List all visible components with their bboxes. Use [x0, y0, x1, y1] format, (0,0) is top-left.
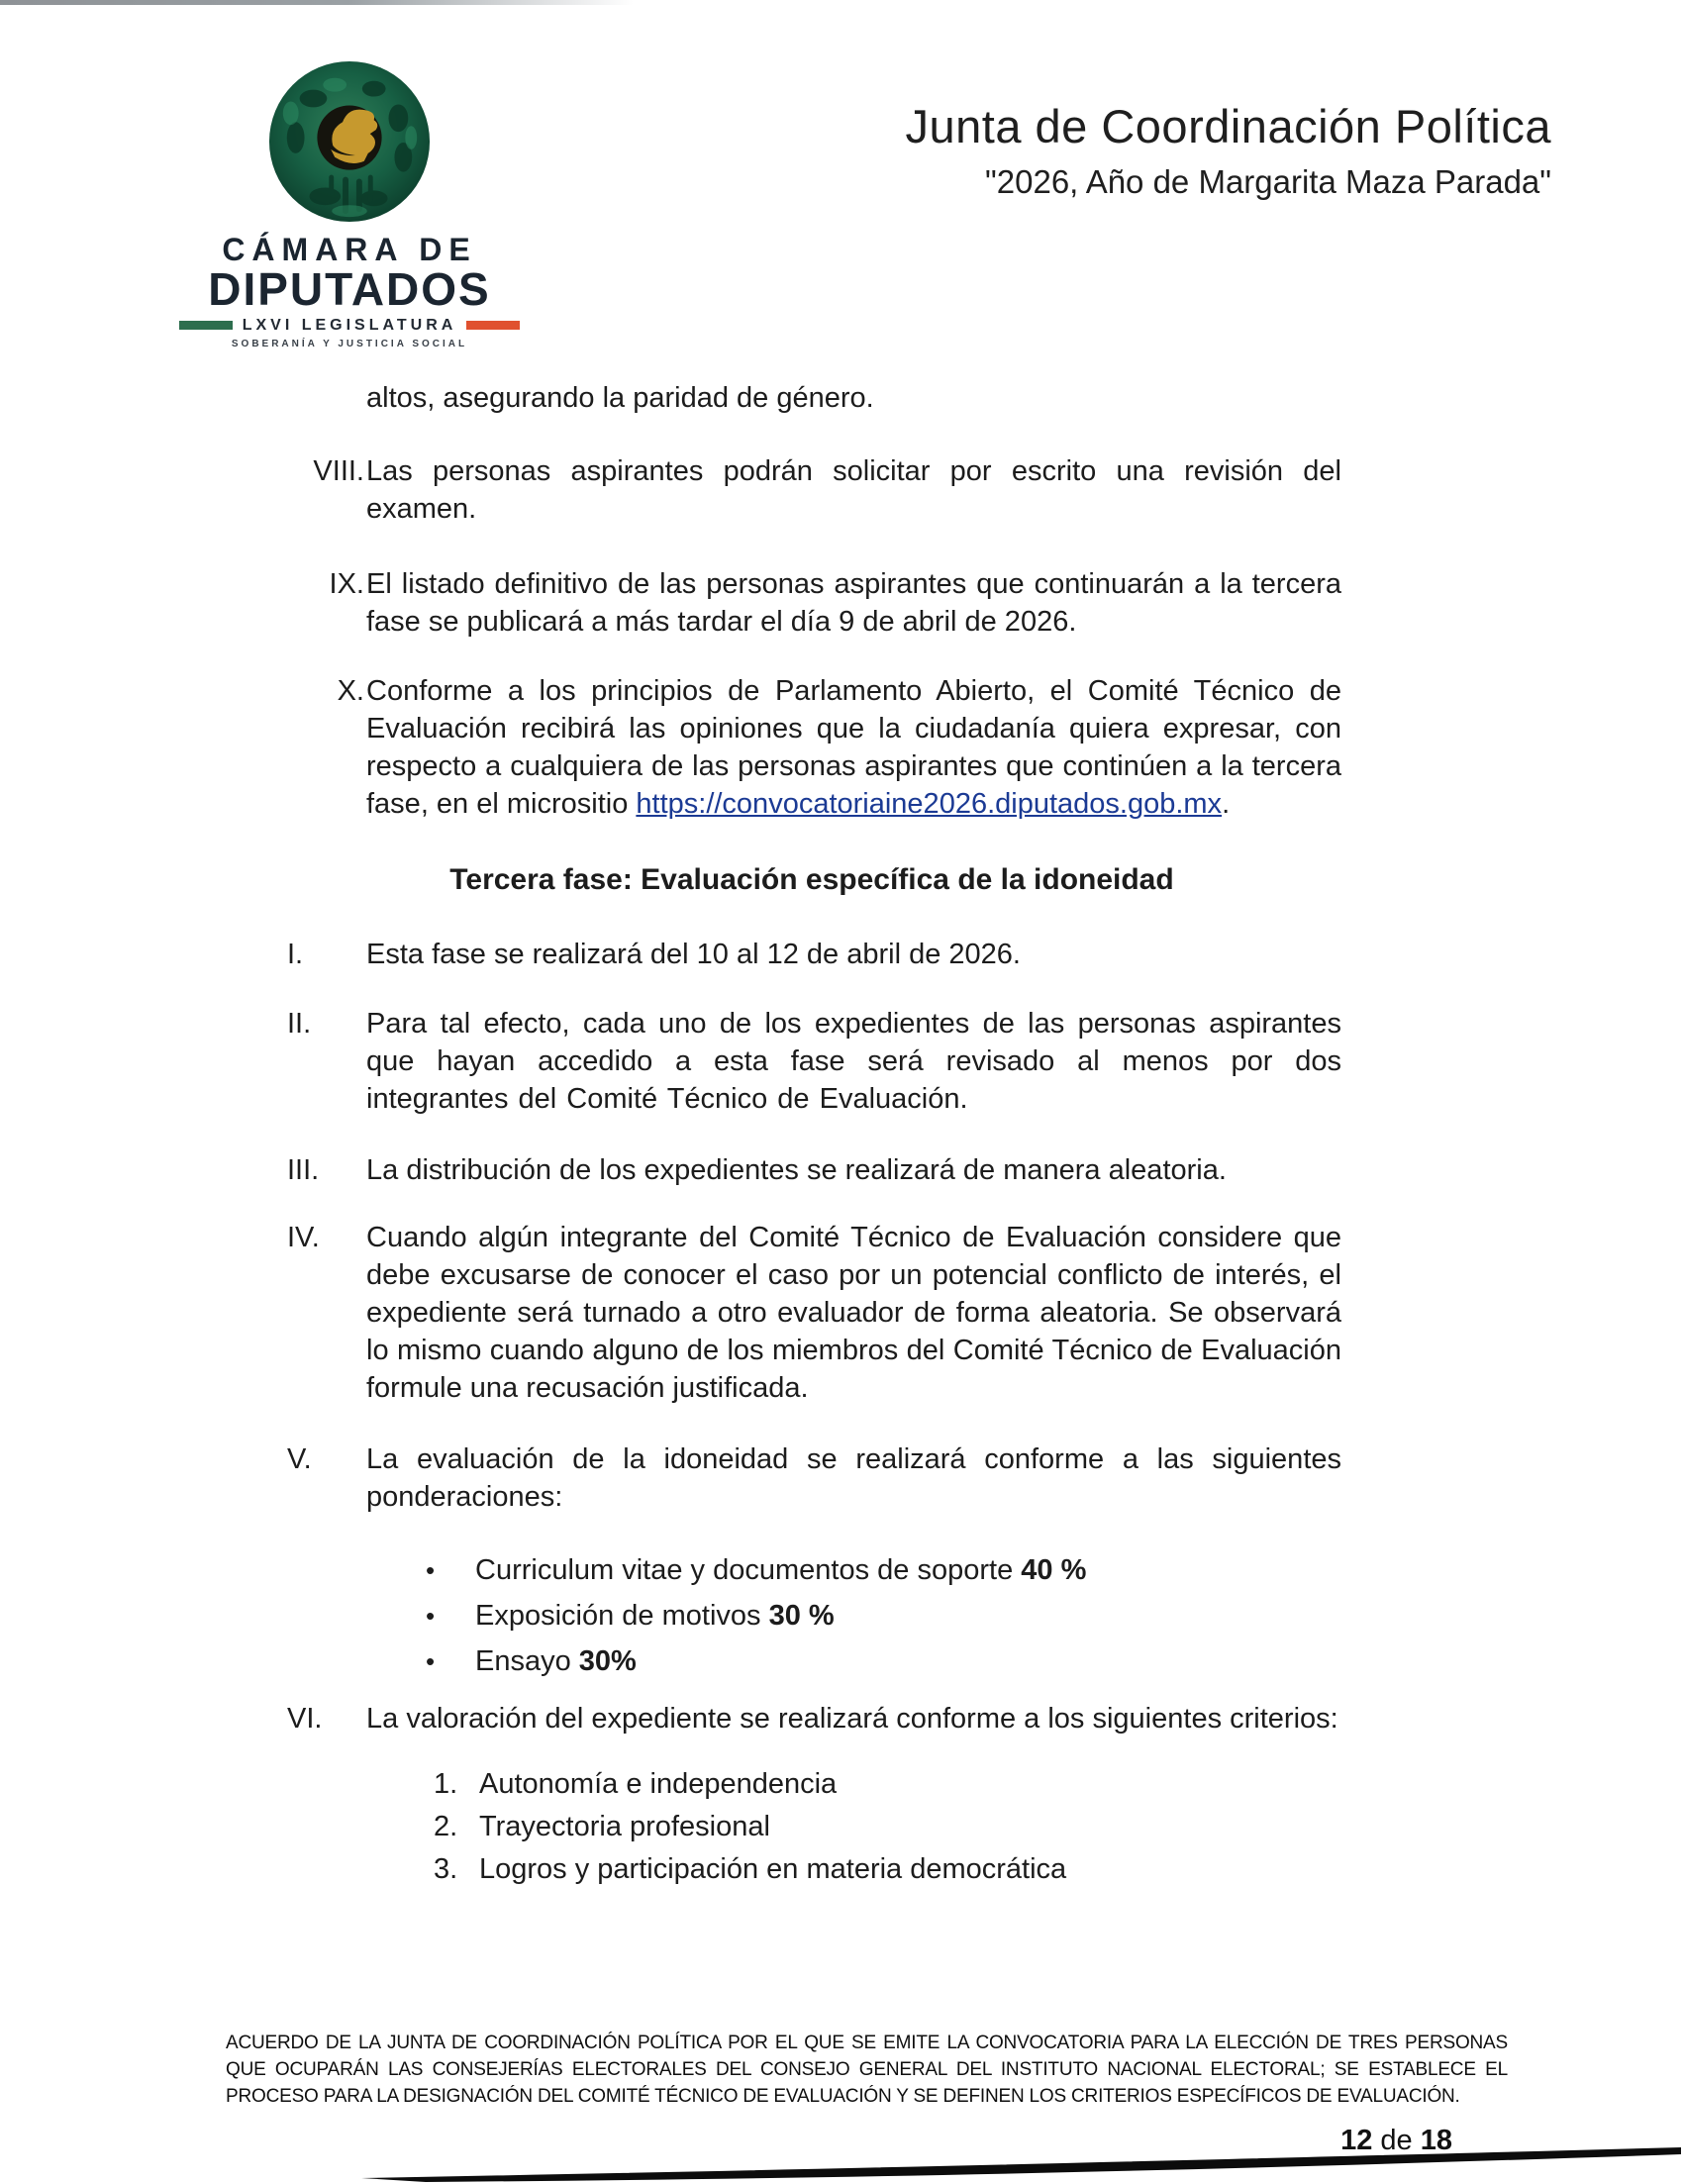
item-numeral: X. — [337, 675, 364, 707]
header-subtitle: "2026, Año de Margarita Maza Parada" — [985, 163, 1551, 200]
item-x — [282, 672, 1341, 823]
header-title: Junta de Coordinación Política — [905, 100, 1551, 152]
ponderacion-value: 40 % — [1021, 1554, 1087, 1586]
item-text: La evaluación de la idoneidad se realizará conforme a las siguientes ponderaciones: — [366, 1443, 1341, 1513]
item-text-after-link: . — [1222, 788, 1231, 820]
ponderacion-value: 30% — [578, 1645, 637, 1677]
ponderacion-item — [426, 1638, 1341, 1684]
item-numeral: IX. — [329, 568, 364, 600]
bullet-icon: • — [426, 1555, 436, 1585]
ponderacion-value: 30 % — [768, 1600, 835, 1632]
criterio-item — [434, 1848, 1341, 1891]
criterios-list — [434, 1763, 1341, 1891]
ponderacion-item — [426, 1593, 1341, 1638]
ponderacion-text: Exposición de motivos 30 % — [475, 1600, 835, 1632]
logo-text-soberania: SOBERANÍA Y JUSTICIA SOCIAL — [231, 338, 468, 349]
item-numeral: VIII. — [313, 455, 364, 487]
logo-text-diputados: DIPUTADOS — [208, 263, 491, 315]
criterio-number: 1. — [434, 1768, 458, 1800]
criterio-item — [434, 1763, 1341, 1806]
green-dash — [179, 321, 233, 330]
camara-diputados-logo — [161, 38, 538, 349]
page-separator: de — [1380, 2125, 1413, 2156]
item-numeral: VI. — [287, 1703, 323, 1735]
logo-text-legislatura: LXVI LEGISLATURA — [242, 316, 457, 334]
page-total: 18 — [1420, 2125, 1452, 2156]
criterio-text: Logros y participación en materia democrática — [479, 1853, 1067, 1885]
document-body — [282, 379, 1341, 1891]
item-text: Esta fase se realizará del 10 al 12 de abril de 2026. — [366, 939, 1021, 970]
criterio-item — [434, 1806, 1341, 1848]
scan-artifact-bottom — [0, 2142, 1683, 2184]
item-text-before-link: Conforme a los principios de Parlamento Abierto, el Comité Técnico de Evaluación recibirá las opiniones que la ciudadanía quiera expresar, con respecto a cualquiera de las personas aspirantes que continúen a la tercera fase, en el micrositio — [366, 675, 1341, 820]
document-header — [905, 99, 1551, 201]
coat-of-arms-icon — [266, 59, 433, 224]
item-text: La distribución de los expedientes se realizará de manera aleatoria. — [366, 1154, 1227, 1186]
ponderacion-item — [426, 1547, 1341, 1593]
criterio-number: 3. — [434, 1853, 458, 1885]
item-iii — [282, 1151, 1341, 1189]
criterio-number: 2. — [434, 1811, 458, 1842]
item-vi — [282, 1700, 1341, 1737]
bullet-icon: • — [426, 1646, 436, 1676]
logo-text-camara-de: CÁMARA DE — [222, 232, 477, 267]
item-numeral: IV. — [287, 1222, 320, 1253]
item-numeral: III. — [287, 1154, 320, 1186]
ponderaciones-list — [426, 1547, 1341, 1684]
criterio-text: Trayectoria profesional — [479, 1811, 770, 1842]
item-numeral: II. — [287, 1008, 312, 1040]
section-heading: Tercera fase: Evaluación específica de la idoneidad — [449, 863, 1174, 896]
item-text: El listado definitivo de las personas aspirantes que continuarán a la tercera fase se publicará a más tardar el día 9 de abril de 2026. — [366, 568, 1341, 638]
item-text: Las personas aspirantes podrán solicitar por escrito una revisión del examen. — [366, 455, 1341, 525]
item-text — [366, 672, 1341, 823]
ponderacion-text: Ensayo 30% — [475, 1645, 637, 1677]
red-dash — [466, 321, 520, 330]
paragraph-continuation: altos, asegurando la paridad de género. — [366, 382, 874, 414]
item-viii — [282, 452, 1341, 528]
item-iv — [282, 1219, 1341, 1407]
page-current: 12 — [1340, 2125, 1373, 2156]
bullet-icon: • — [426, 1601, 436, 1631]
item-v — [282, 1440, 1341, 1516]
item-text: Cuando algún integrante del Comité Técnico de Evaluación considere que debe excusarse de conocer el caso por un potencial conflicto de interés, el expediente será turnado a otro evaluador de forma aleatoria. Se observará lo mismo cuando alguno de los miembros del Comité Técnico de Evaluación formule una recusación justificada. — [366, 1222, 1341, 1404]
item-text: La valoración del expediente se realizará conforme a los siguientes criterios: — [366, 1703, 1338, 1735]
item-text: Para tal efecto, cada uno de los expedientes de las personas aspirantes que hayan accedido a esta fase será revisado al menos por dos integrantes del Comité Técnico de Evaluación. — [366, 1008, 1341, 1115]
item-numeral: V. — [287, 1443, 312, 1475]
footer-text: ACUERDO DE LA JUNTA DE COORDINACIÓN POLÍTICA POR EL QUE SE EMITE LA CONVOCATORIA PARA LA ELECCIÓN DE TRES PERSONAS QUE OCUPARÁN LAS CONSEJERÍAS ELECTORALES DEL CONSEJO GENERAL DEL INSTITUTO NACIONAL ELECTORAL; SE ESTABLECE EL PROCESO PARA LA DESIGNACIÓN DEL COMITÉ TÉCNICO DE EVALUACIÓN Y SE DEFINEN LOS CRITERIOS ESPECÍFICOS DE EVALUACIÓN. — [226, 2033, 1508, 2107]
scan-artifact-top — [0, 0, 634, 5]
criterio-text: Autonomía e independencia — [479, 1768, 838, 1800]
item-i — [282, 936, 1341, 973]
ponderacion-text: Curriculum vitae y documentos de soporte 40 % — [475, 1554, 1087, 1586]
item-numeral: I. — [287, 939, 304, 970]
item-ix — [282, 565, 1341, 641]
micrositio-link[interactable]: https://convocatoriaine2026.diputados.gob.mx — [636, 788, 1223, 820]
item-ii — [282, 1005, 1341, 1118]
